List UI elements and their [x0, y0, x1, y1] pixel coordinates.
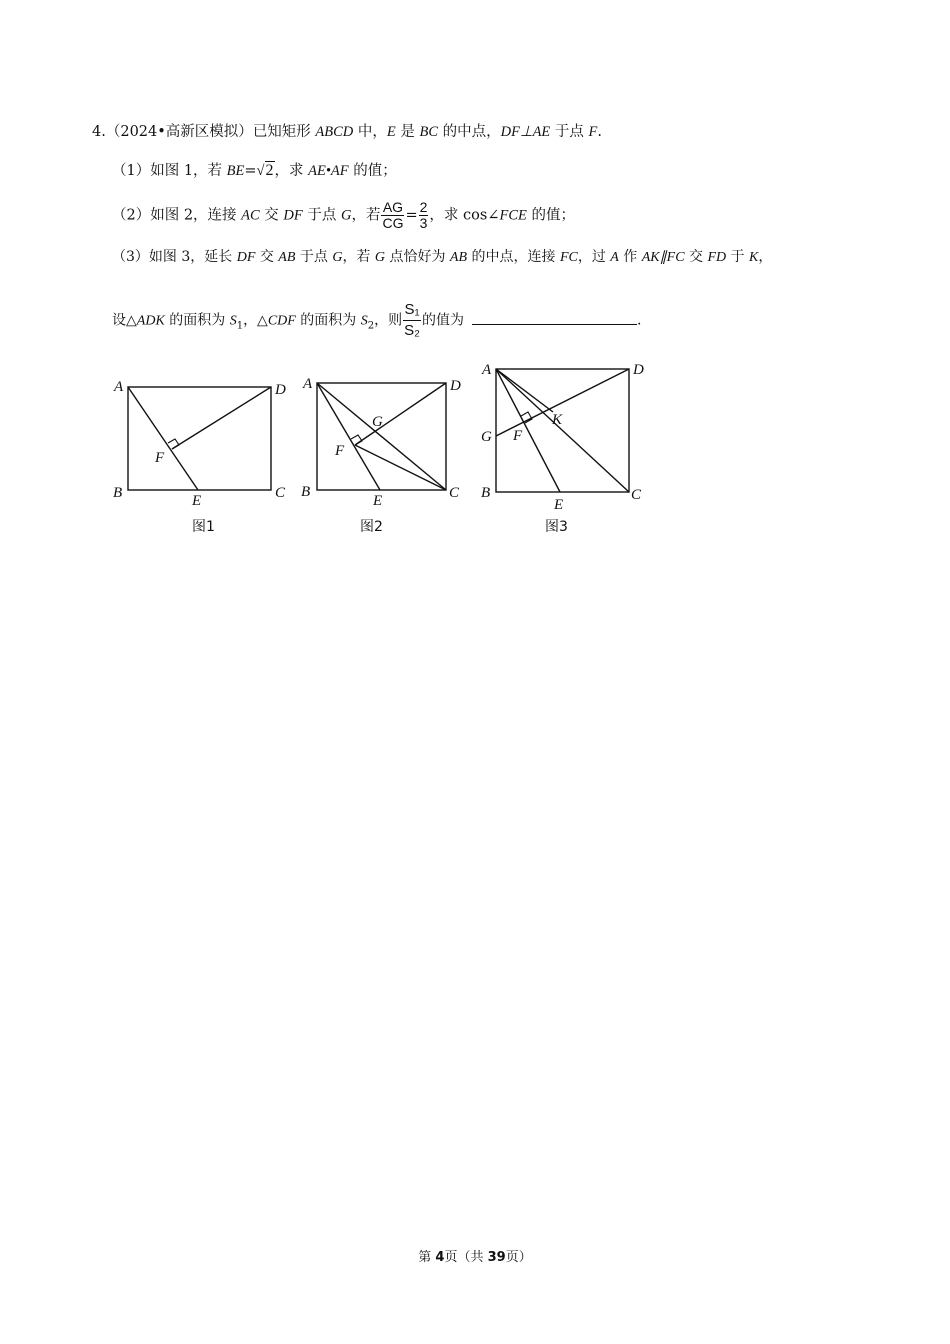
part2-text: （2）如图 2，连接: [112, 207, 242, 224]
part3-text: 交: [255, 249, 279, 265]
figure-2-caption: 图2: [360, 519, 383, 535]
period: .: [636, 312, 642, 329]
subscript: 2: [367, 320, 375, 332]
part3-text: 的中点，连接: [467, 249, 560, 265]
part1-text: （1）如图 1，若: [112, 163, 227, 179]
part3-var: AB: [278, 250, 296, 265]
label-b: B: [301, 484, 311, 500]
figure-2-diagram: [317, 383, 446, 490]
label-k: K: [552, 412, 563, 428]
label-a: A: [482, 362, 492, 378]
stem-var: F: [588, 124, 598, 140]
sqrt-expression: √2: [256, 162, 274, 179]
part1-text: ，求: [274, 163, 309, 179]
label-d: D: [450, 378, 461, 394]
part1-text: 的值；: [348, 163, 397, 179]
figure-3-caption: 图3: [545, 519, 568, 535]
part3-var: G: [374, 250, 386, 265]
part3-text: ，则: [374, 312, 403, 329]
part3-text: 设△: [112, 312, 137, 329]
part3-text: 的值为: [421, 312, 464, 329]
part3-var: AB: [449, 250, 468, 265]
total-page-count: 39: [487, 1250, 506, 1265]
stem-text: 于点: [550, 124, 589, 140]
fraction-numerator: 2: [419, 199, 428, 215]
label-b: B: [113, 485, 123, 501]
part3-var: FD: [707, 250, 727, 265]
part3-var: K: [749, 250, 759, 265]
figure-1-diagram: [128, 387, 271, 490]
label-a: A: [303, 376, 313, 392]
part3-text: 点恰好为: [385, 249, 450, 265]
part3-var: A: [610, 250, 619, 265]
label-g: G: [481, 429, 492, 445]
part3-var: FC: [559, 250, 578, 265]
part2-text: ，求 cos∠: [429, 207, 500, 224]
part3-text: ，若: [342, 249, 375, 265]
fraction-numerator: AG: [382, 199, 404, 215]
part3-text: ，过: [577, 249, 611, 265]
part3-var: ADK: [136, 313, 165, 329]
label-e: E: [554, 497, 564, 513]
subscript: 1: [236, 320, 244, 332]
part3-var: AK∥FC: [641, 250, 685, 265]
geometry-figures: [0, 0, 950, 560]
fraction-numerator: S₁: [403, 300, 421, 321]
stem-var: DF⊥AE: [500, 124, 551, 140]
page-footer: [0, 1246, 950, 1265]
fraction-denominator: CG: [382, 215, 404, 231]
label-c: C: [631, 487, 642, 503]
footer-text: 页）: [505, 1250, 532, 1265]
footer-text: 页（共: [444, 1250, 488, 1265]
stem-text: 已知矩形: [252, 124, 316, 140]
part2-text: 于点: [302, 207, 341, 224]
stem-var: E: [386, 124, 396, 140]
part3-text: 作: [618, 249, 642, 265]
part3-text: 于: [726, 249, 750, 265]
stem-text: .: [597, 124, 602, 140]
fraction-denominator: 3: [419, 215, 428, 231]
part3-text: 交: [684, 249, 708, 265]
label-e: E: [373, 493, 383, 509]
footer-text: 第: [418, 1250, 436, 1265]
part2-text: 的值；: [526, 207, 575, 224]
stem-var: BC: [419, 124, 438, 140]
part3-var: S: [229, 313, 237, 329]
label-c: C: [275, 485, 286, 501]
equals-sign: =: [405, 207, 418, 224]
part2-var: AC: [241, 207, 260, 224]
label-f: F: [513, 428, 523, 444]
label-f: F: [335, 443, 345, 459]
part3-var: DF: [236, 250, 256, 265]
part1-expr: AE•AF: [308, 163, 349, 179]
stem-text: 是: [395, 124, 420, 140]
part3-text: ，△: [243, 312, 268, 329]
part2-var: G: [340, 207, 352, 224]
label-f: F: [155, 450, 165, 466]
label-d: D: [633, 362, 644, 378]
equals-sign: =: [244, 163, 257, 179]
stem-text: 的中点，: [438, 124, 501, 140]
label-g: G: [372, 414, 383, 430]
question-number: 4.: [92, 124, 106, 140]
part3-var: G: [332, 250, 343, 265]
label-c: C: [449, 485, 460, 501]
label-a: A: [114, 379, 124, 395]
part3-var: S: [360, 313, 368, 329]
part3-var: CDF: [267, 313, 296, 329]
part3-text: 于点: [295, 249, 333, 265]
stem-text: 中，: [353, 124, 387, 140]
label-e: E: [192, 493, 202, 509]
part2-var: FCE: [499, 207, 527, 224]
current-page-number: 4: [435, 1250, 445, 1265]
question-source: （2024•高新区模拟）: [105, 124, 253, 140]
part2-var: DF: [283, 207, 303, 224]
part1-var: BE: [226, 163, 245, 179]
part3-text: 的面积为: [164, 312, 230, 329]
figure-1-caption: 图1: [192, 519, 215, 535]
label-d: D: [275, 382, 286, 398]
part2-text: 交: [259, 207, 284, 224]
sqrt-radicand: 2: [265, 162, 274, 179]
fraction-denominator: S₂: [404, 322, 420, 339]
part3-text: （3）如图 3，延长: [112, 249, 237, 265]
part3-text: 的面积为: [295, 312, 361, 329]
part3-text: ，: [758, 249, 773, 265]
label-b: B: [481, 485, 491, 501]
stem-var: ABCD: [315, 124, 354, 140]
part2-text: ，若: [351, 207, 381, 224]
